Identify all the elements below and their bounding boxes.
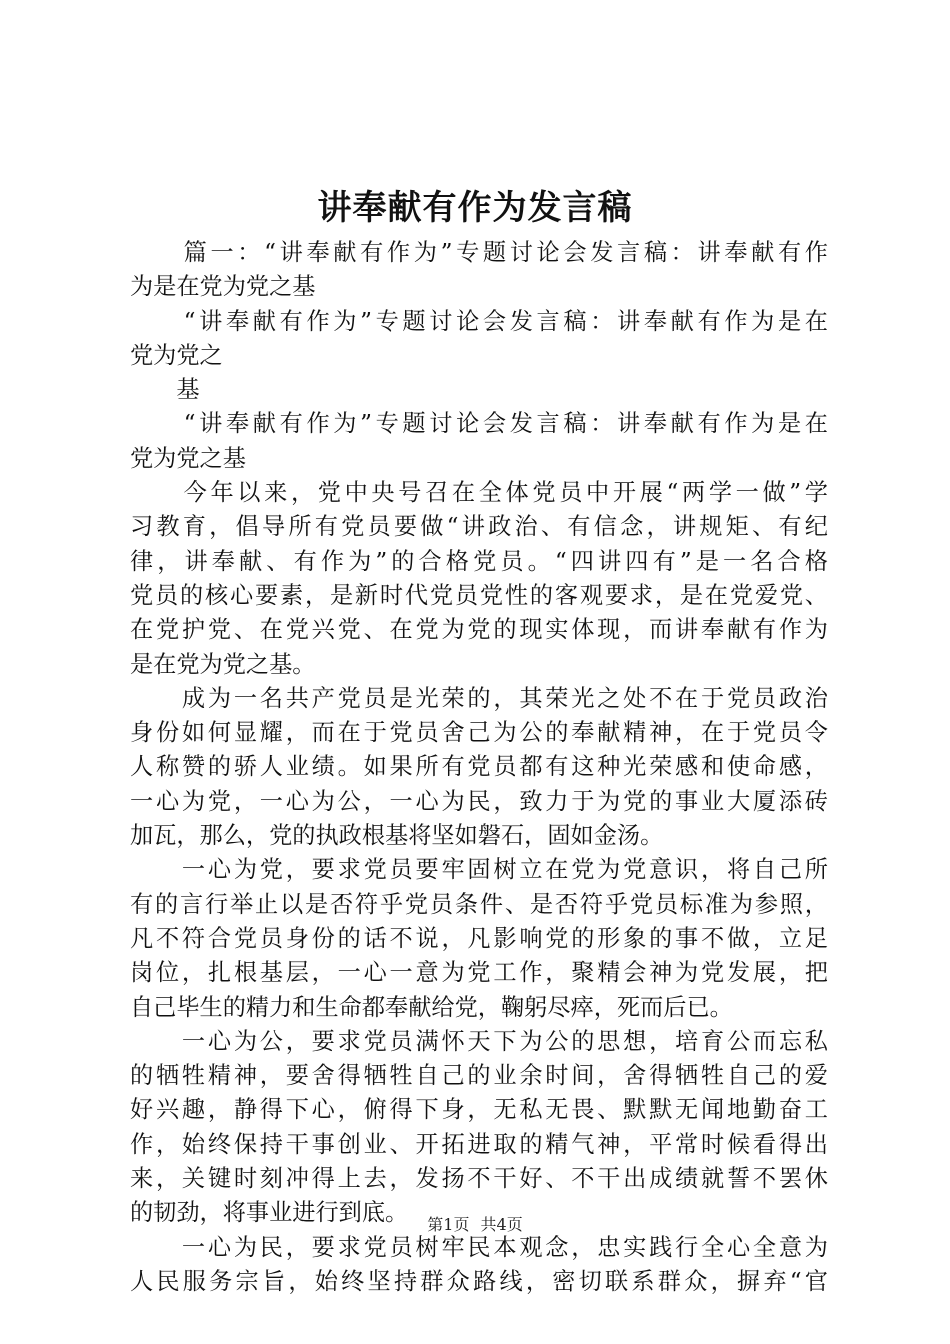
body-line: 好兴趣，静得下心，俯得下身，无私无畏、默默无闻地勤奋工 <box>130 1096 828 1124</box>
body-line: “讲奉献有作为”专题讨论会发言稿：讲奉献有作为是在 <box>130 307 828 335</box>
document-title: 讲奉献有作为发言稿 <box>317 188 633 228</box>
body-line: 基 <box>130 376 200 404</box>
body-line: 凡不符合党员身份的话不说，凡影响党的形象的事不做，立足 <box>130 924 828 952</box>
body-line: 今年以来，党中央号召在全体党员中开展“两学一做”学 <box>130 479 828 507</box>
body-line: 一心为党，一心为公，一心为民，致力于为党的事业大厦添砖 <box>130 787 828 815</box>
body-line: 人称赞的骄人业绩。如果所有党员都有这种光荣感和使命感， <box>130 753 828 781</box>
body-line: 党为党之基 <box>130 444 246 472</box>
body-line: 岗位，扎根基层，一心一意为党工作，聚精会神为党发展，把 <box>130 959 828 987</box>
body-line: 加瓦，那么，党的执政根基将坚如磐石，固如金汤。 <box>130 822 664 850</box>
body-line: 作，始终保持干事创业、开拓进取的精气神，平常时候看得出 <box>130 1130 828 1158</box>
body-line: 的韧劲，将事业进行到底。 <box>130 1199 409 1227</box>
body-line: 党员的核心要素，是新时代党员党性的客观要求，是在党爱党、 <box>130 581 828 609</box>
body-line: 为是在党为党之基 <box>130 273 316 301</box>
document-body <box>130 236 828 1299</box>
body-line: 的牺牲精神，要舍得牺牲自己的业余时间，舍得牺牲自己的爱 <box>130 1062 828 1090</box>
body-line: 党为党之 <box>130 341 223 369</box>
body-line: 是在党为党之基。 <box>130 650 316 678</box>
body-line: 律，讲奉献、有作为”的合格党员。“四讲四有”是一名合格 <box>130 547 828 575</box>
body-line: 自己毕生的精力和生命都奉献给党，鞠躬尽瘁，死而后已。 <box>130 993 733 1021</box>
body-line: 一心为党，要求党员要牢固树立在党为党意识，将自己所 <box>130 856 828 884</box>
page-number: 第1页 <box>427 1215 470 1234</box>
body-line: 习教育，倡导所有党员要做“讲政治、有信念，讲规矩、有纪 <box>130 513 828 541</box>
body-line: “讲奉献有作为”专题讨论会发言稿：讲奉献有作为是在 <box>130 410 828 438</box>
body-line: 来，关键时刻冲得上去，发扬不干好、不干出成绩就誓不罢休 <box>130 1165 828 1193</box>
page-footer <box>0 1215 950 1235</box>
body-line: 身份如何显耀，而在于党员舍己为公的奉献精神，在于党员令 <box>130 719 828 747</box>
body-line: 一心为公，要求党员满怀天下为公的思想，培育公而忘私 <box>130 1027 828 1055</box>
page-total: 共4页 <box>480 1215 523 1234</box>
body-line: 一心为民，要求党员树牢民本观念，忠实践行全心全意为 <box>130 1233 828 1261</box>
body-line: 人民服务宗旨，始终坚持群众路线，密切联系群众，摒弃“官 <box>130 1267 828 1295</box>
body-line: 成为一名共产党员是光荣的，其荣光之处不在于党员政治 <box>130 684 828 712</box>
body-line: 篇一：“讲奉献有作为”专题讨论会发言稿：讲奉献有作 <box>130 239 828 266</box>
body-line: 在党护党、在党兴党、在党为党的现实体现，而讲奉献有作为 <box>130 616 828 644</box>
body-line: 有的言行举止以是否符乎党员条件、是否符乎党员标准为参照， <box>130 890 828 918</box>
